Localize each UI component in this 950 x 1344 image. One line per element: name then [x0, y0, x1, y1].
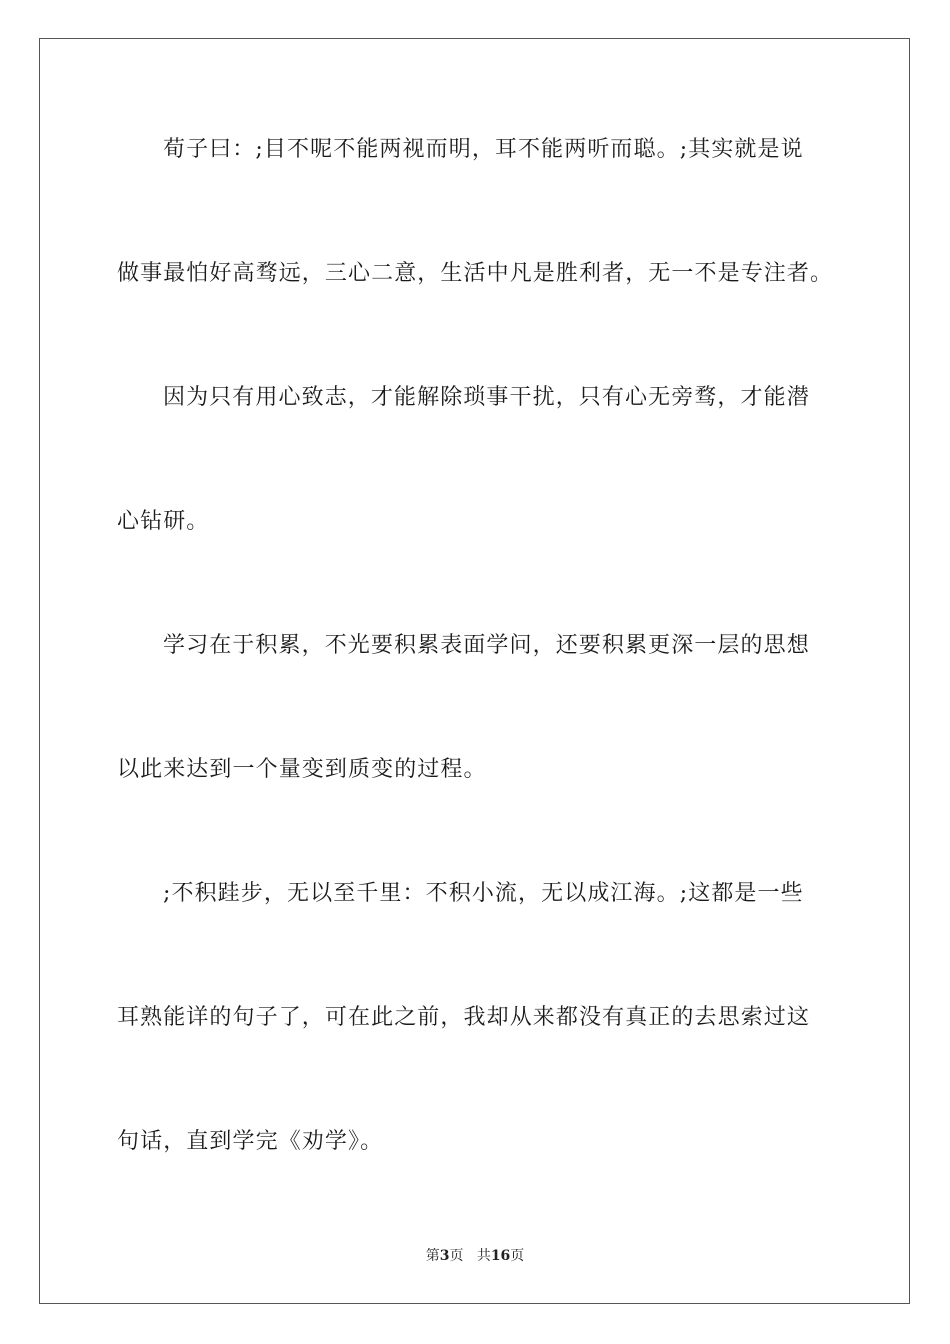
paragraph-2-line-2: 心钻研。 — [117, 509, 210, 534]
page-border — [39, 38, 910, 1304]
page-footer — [0, 1246, 950, 1266]
paragraph-3-line-2: 以此来达到一个量变到质变的过程。 — [117, 757, 487, 782]
paragraph-4-line-1: ;不积跬步，无以至千里：不积小流，无以成江海。;这都是一些 — [163, 881, 804, 906]
page-prefix: 第 — [425, 1248, 440, 1264]
total-suffix: 页 — [510, 1248, 525, 1264]
paragraph-4-line-3: 句话，直到学完《劝学》。 — [117, 1129, 384, 1154]
paragraph-3-line-1: 学习在于积累，不光要积累表面学问，还要积累更深一层的思想 — [163, 633, 810, 658]
page-number: 3 — [439, 1248, 450, 1264]
page-suffix: 页 — [449, 1248, 464, 1264]
paragraph-2-line-1: 因为只有用心致志，才能解除琐事干扰，只有心无旁骛，才能潜 — [163, 385, 810, 410]
total-prefix: 共 — [476, 1248, 491, 1264]
paragraph-4-line-2: 耳熟能详的句子了，可在此之前，我却从来都没有真正的去思索过这 — [117, 1005, 811, 1030]
paragraph-1-line-2: 做事最怕好高骛远，三心二意，生活中凡是胜利者，无一不是专注者。 — [117, 261, 834, 286]
total-pages: 16 — [490, 1248, 511, 1264]
paragraph-1-line-1: 荀子曰：;目不呢不能两视而明，耳不能两听而聪。;其实就是说 — [163, 137, 804, 162]
